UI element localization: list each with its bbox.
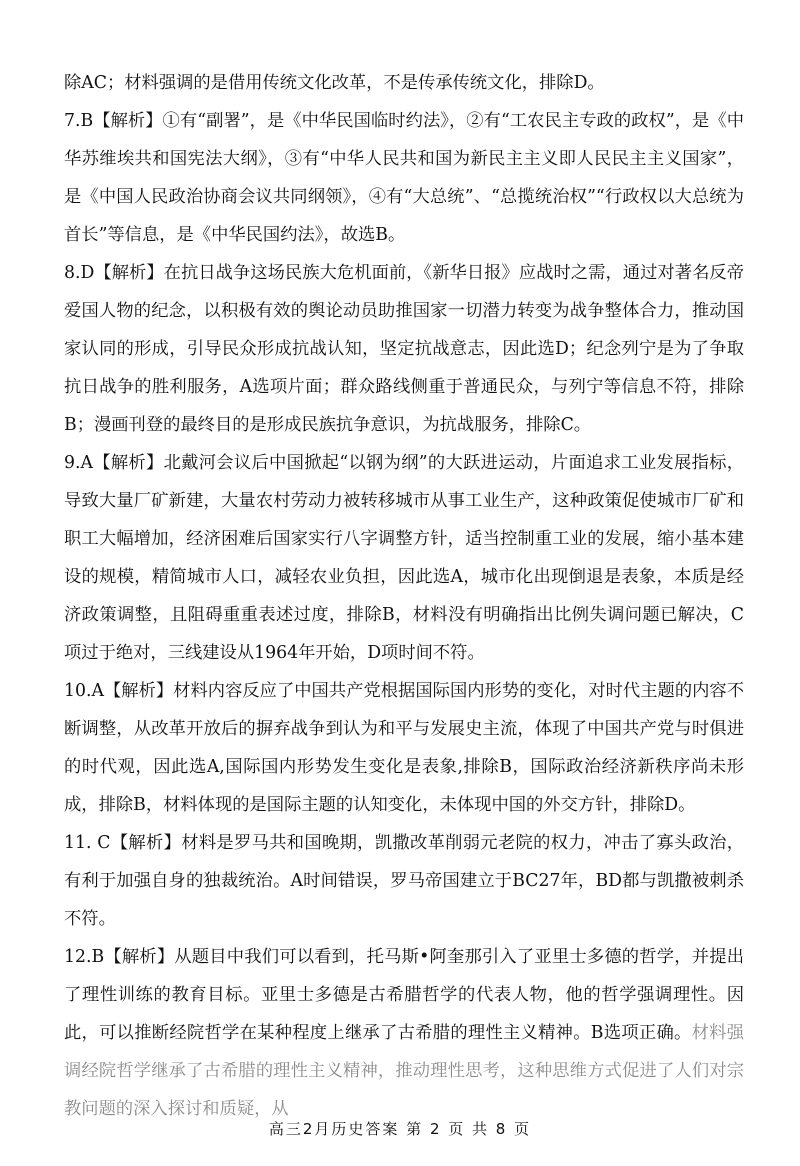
paragraph-text: 8.D【解析】在抗日战争这场民族大危机面前，《新华日报》应战时之需，通过对著名反帝爱国人物的纪念，以积极有效的舆论动员助推国家一切潜力转变为战争整体合力，推动国家认同的形成，引导民众形成抗战认知，坚定抗战意志，因此选D；纪念列宁是为了争取抗日战争的胜利服务，A选项片面；群众路线侧重于普通民众，与列宁等信息不符，排除B；漫画刊登的最终目的是形成民族抗争意识，为抗战服务，排除C。 [64,263,744,435]
paragraph-text: 10.A【解析】材料内容反应了中国共产党根据国际国内形势的变化，对时代主题的内容不断调整，从改革开放后的摒弃战争到认为和平与发展史主流，体现了中国共产党与时俱进的时代观，因此选A,国际国内形势发生变化是表象,排除B，国际政治经济新秩序尚未形成，排除B，材料体现的是国际主题的认知变化，未体现中国的外交方针，排除D。 [64,681,744,815]
answer-12 [64,938,744,1128]
paragraph-text: 11. C【解析】材料是罗马共和国晚期，凯撒改革削弱元老院的权力，冲击了寡头政治，有利于加强自身的独裁统治。A时间错误，罗马帝国建立于BC27年，BD都与凯撒被刺杀不符。 [64,833,744,929]
paragraph-continuation [64,64,744,102]
answer-8 [64,254,744,444]
document-body [64,64,744,1128]
answer-10 [64,672,744,824]
page-footer: 高三2月历史答案 第 2 页 共 8 页 [268,1120,532,1138]
paragraph-text: 除AC；材料强调的是借用传统文化改革，不是传承传统文化，排除D。 [64,73,605,93]
faded-text: 材料强调经院哲学继承了古希腊的理性主义精神，推动理性思考，这种思维方式促进了人们对宗教问题的深入探讨和质疑，从 [64,1023,744,1119]
answer-11 [64,824,744,938]
paragraph-text: 9.A【解析】北戴河会议后中国掀起“以钢为纲”的大跃进运动，片面追求工业发展指标，导致大量厂矿新建，大量农村劳动力被转移城市从事工业生产，这种政策促使城市厂矿和职工大幅增加，经济困难后国家实行八字调整方针，适当控制重工业的发展，缩小基本建设的规模，精简城市人口，减轻农业负担，因此选A，城市化出现倒退是表象，本质是经济政策调整，且阻碍重重表述过度，排除B，材料没有明确指出比例失调问题已解决，C项过于绝对，三线建设从1964年开始，D项时间不符。 [64,453,744,663]
answer-7 [64,102,744,254]
paragraph-text: 7.B【解析】①有“副署”，是《中华民国临时约法》，②有“工农民主专政的政权”，是《中华苏维埃共和国宪法大纲》，③有“中华人民共和国为新民主主义即人民民主主义国家”，是《中国人民政治协商会议共同纲领》，④有“大总统”、“总揽统治权”“行政权以大总统为首长”等信息，是《中华民国约法》，故选B。 [64,111,744,245]
paragraph-text: 12.B【解析】从题目中我们可以看到，托马斯•阿奎那引入了亚里士多德的哲学，并提出了理性训练的教育目标。亚里士多德是古希腊哲学的代表人物，他的哲学强调理性。因此，可以推断经院哲学在某种程度上继承了古希腊的理性主义精神。B选项正确。 [64,947,744,1043]
answer-9 [64,444,744,672]
